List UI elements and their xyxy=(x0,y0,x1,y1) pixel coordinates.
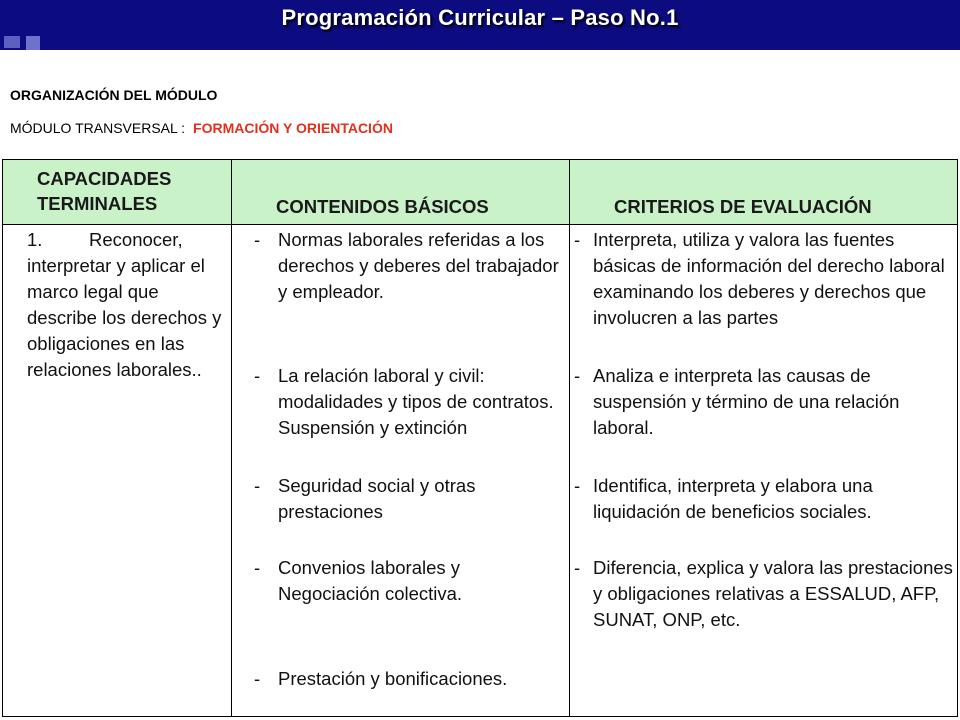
contenido-text: Convenios laborales y Negociación colectiva. xyxy=(278,557,463,604)
contenido-text: Prestación y bonificaciones. xyxy=(278,668,508,689)
module-name: FORMACIÓN Y ORIENTACIÓN xyxy=(193,120,393,136)
criterio-text: Diferencia, explica y valora las prestaciones y obligaciones relativas a ESSALUD, AFP, SUNAT, ONP, etc. xyxy=(593,557,953,630)
contenido-text: Seguridad social y otras prestaciones xyxy=(278,475,476,522)
list-dash: - xyxy=(254,475,261,496)
contenido-item xyxy=(254,227,564,305)
header-criterios-text: CRITERIOS DE EVALUACIÓN xyxy=(614,196,872,217)
column-contenidos xyxy=(232,160,570,716)
header-criterios xyxy=(570,160,957,225)
criterio-text: Analiza e interpreta las causas de suspensión y término de una relación laboral. xyxy=(593,365,900,438)
module-label: MÓDULO TRANSVERSAL : xyxy=(10,120,186,136)
header-contenidos-text: CONTENIDOS BÁSICOS xyxy=(276,196,489,217)
column-capacidades xyxy=(3,160,232,716)
capacity-text-first: Reconocer, xyxy=(89,229,183,250)
header-capacidades xyxy=(3,160,231,225)
contenido-item xyxy=(254,666,564,692)
contenido-item xyxy=(254,363,564,441)
contenido-item xyxy=(254,555,564,607)
list-dash: - xyxy=(574,365,581,386)
section-heading: ORGANIZACIÓN DEL MÓDULO xyxy=(10,87,218,103)
list-dash: - xyxy=(254,557,261,578)
criterio-text: Interpreta, utiliza y valora las fuentes básicas de información del derecho laboral examinando los deberes y derechos que involucren a las partes xyxy=(593,229,945,328)
list-dash: - xyxy=(254,668,261,689)
header-capacidades-text xyxy=(37,166,171,216)
criterio-item xyxy=(574,227,954,331)
slide-title: Programación Curricular – Paso No.1 xyxy=(281,5,679,30)
decor-square xyxy=(26,36,40,50)
criterio-item xyxy=(574,473,954,525)
list-dash: - xyxy=(574,229,581,250)
contenido-item xyxy=(254,473,564,525)
list-dash: - xyxy=(574,475,581,496)
capacity-number: 1. xyxy=(27,229,43,250)
curriculum-table xyxy=(2,159,958,717)
column-criterios xyxy=(570,160,957,716)
title-bar xyxy=(0,0,960,50)
capacity-item xyxy=(27,227,223,383)
decor-square xyxy=(4,36,20,48)
header-capacidades-line2: TERMINALES xyxy=(37,193,158,214)
contenido-text: Normas laborales referidas a los derechos y deberes del trabajador y empleador. xyxy=(278,229,559,302)
list-dash: - xyxy=(254,365,261,386)
criterio-text: Identifica, interpreta y elabora una liquidación de beneficios sociales. xyxy=(593,475,873,522)
list-dash: - xyxy=(254,229,261,250)
module-line xyxy=(10,120,393,136)
contenido-text: La relación laboral y civil: modalidades y tipos de contratos. Suspensión y extinción xyxy=(278,365,554,438)
criterio-item xyxy=(574,555,954,633)
corner-decoration xyxy=(0,36,42,50)
criterio-item xyxy=(574,363,954,441)
header-capacidades-line1: CAPACIDADES xyxy=(37,168,172,189)
header-contenidos xyxy=(232,160,569,225)
capacity-text-rest: interpretar y aplicar el marco legal que describe los derechos y obligaciones en las relaciones laborales.. xyxy=(27,255,222,380)
list-dash: - xyxy=(574,557,581,578)
